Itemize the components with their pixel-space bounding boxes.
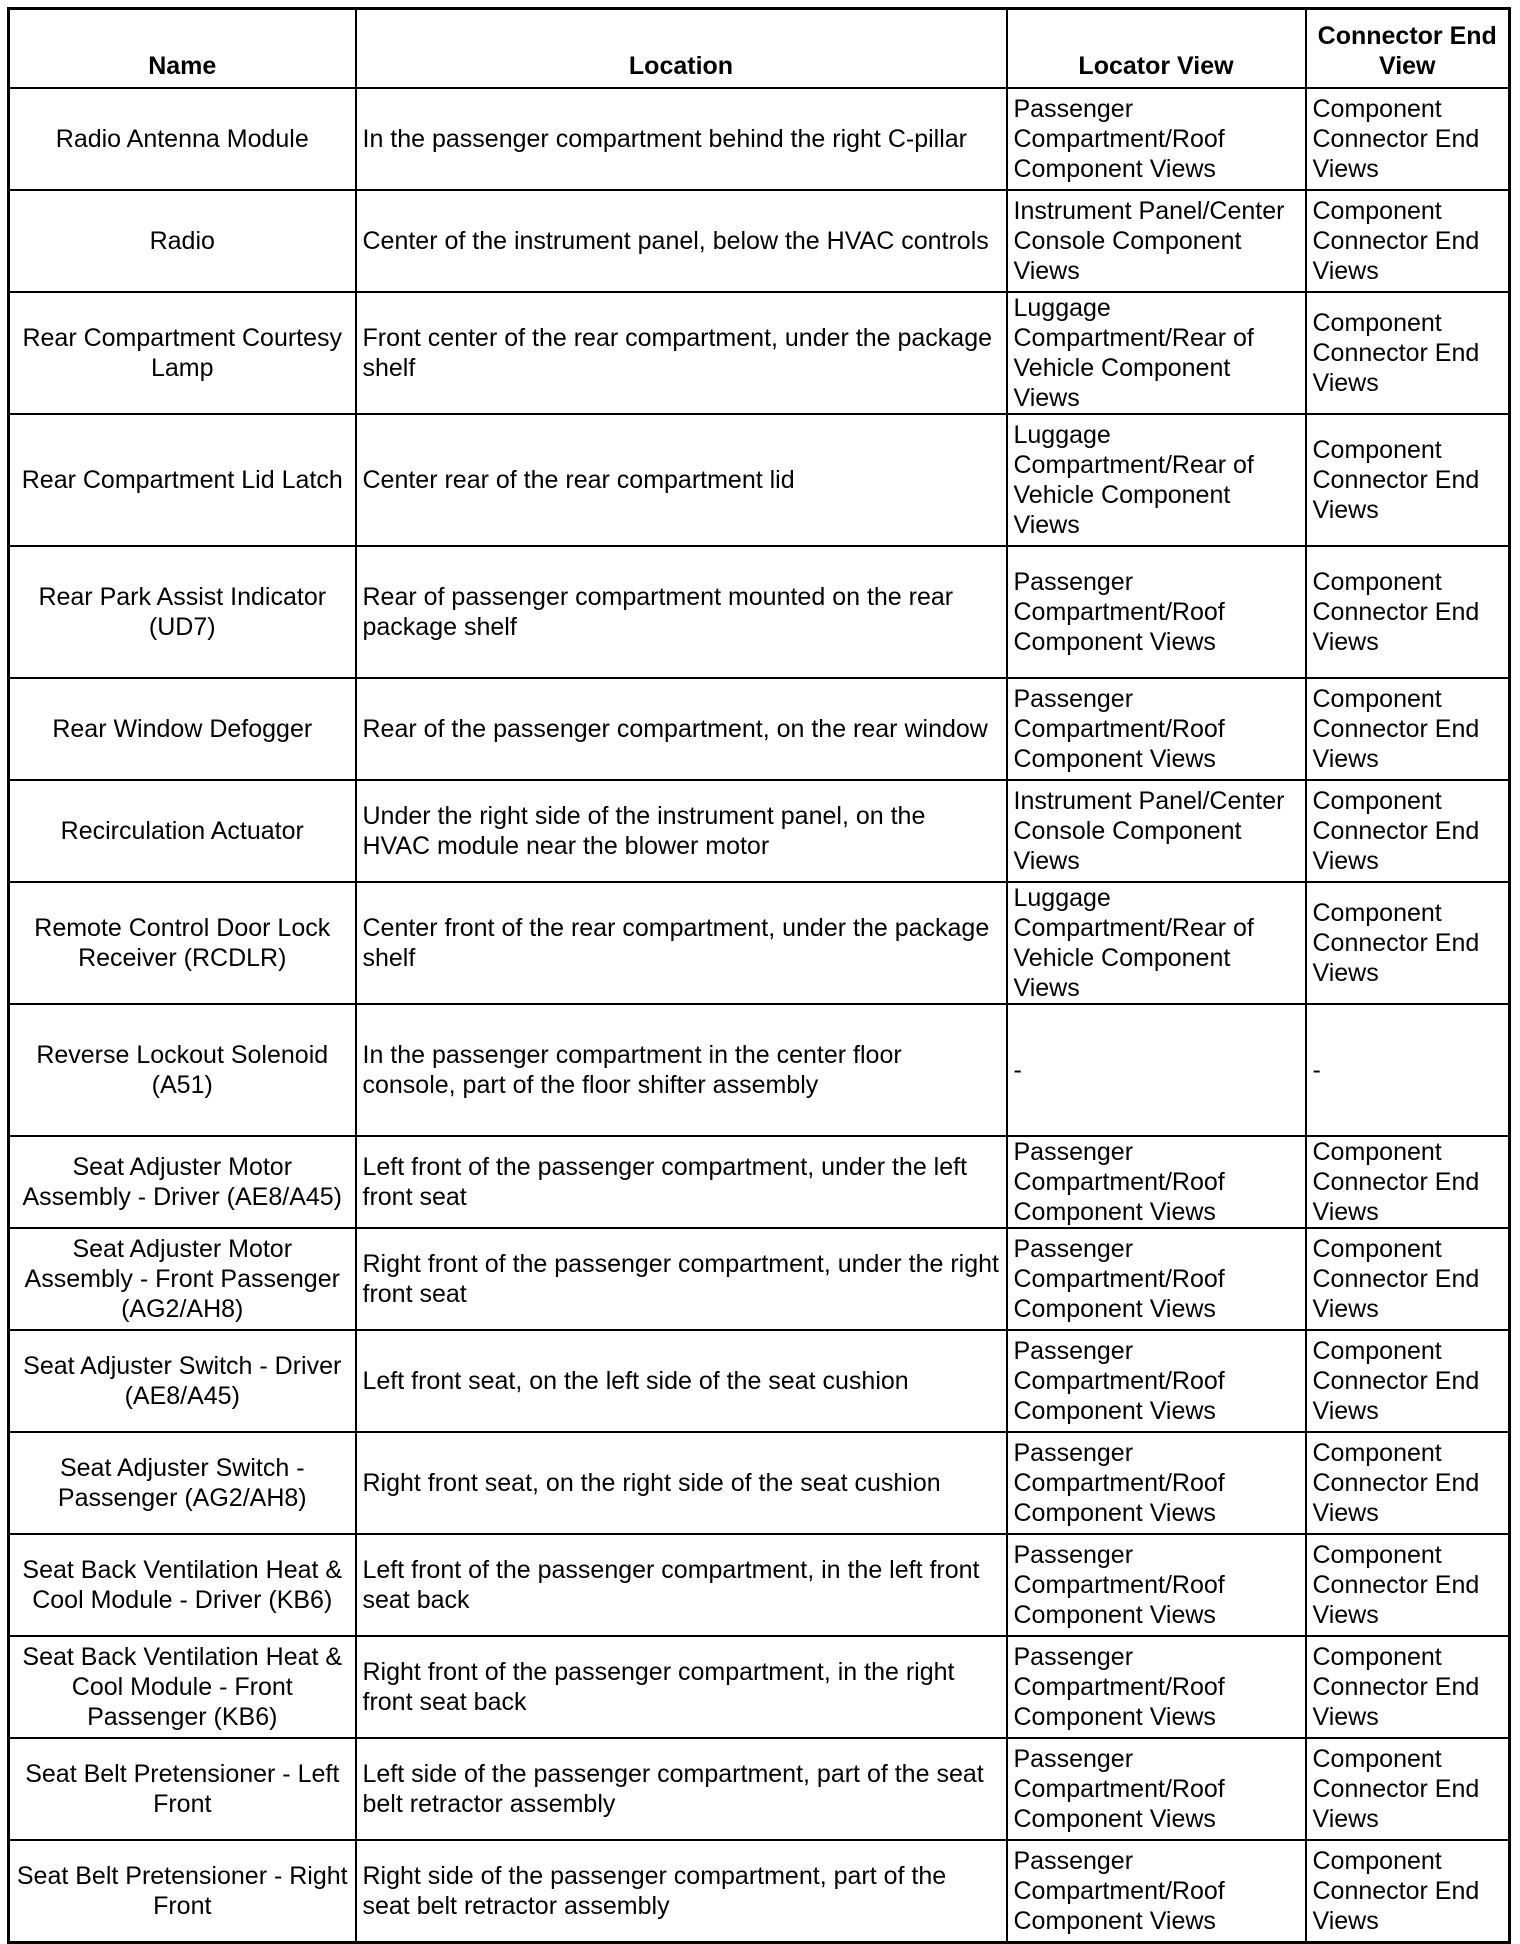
table-row <box>9 1136 1510 1228</box>
cell-location: Left front of the passenger compartment, in the left front seat back <box>356 1534 1007 1636</box>
cell-location: Center of the instrument panel, below the HVAC controls <box>356 190 1007 292</box>
cell-name: Remote Control Door Lock Receiver (RCDLR) <box>9 882 356 1004</box>
cell-locator-view: Passenger Compartment/Roof Component Views <box>1007 88 1306 190</box>
cell-name: Seat Back Ventilation Heat & Cool Module - Driver (KB6) <box>9 1534 356 1636</box>
header-connector-end-view: Connector End View <box>1306 9 1510 89</box>
cell-locator-view: Passenger Compartment/Roof Component Views <box>1007 1330 1306 1432</box>
cell-locator-view: Luggage Compartment/Rear of Vehicle Component Views <box>1007 292 1306 414</box>
cell-locator-view: Passenger Compartment/Roof Component Views <box>1007 1840 1306 1942</box>
cell-location: Left side of the passenger compartment, part of the seat belt retractor assembly <box>356 1738 1007 1840</box>
table-row <box>9 1738 1510 1840</box>
cell-location: Right side of the passenger compartment, part of the seat belt retractor assembly <box>356 1840 1007 1942</box>
component-locator-table <box>7 7 1511 1944</box>
cell-name: Seat Adjuster Switch - Driver (AE8/A45) <box>9 1330 356 1432</box>
cell-connector-end-view: Component Connector End Views <box>1306 546 1510 678</box>
cell-locator-view: Passenger Compartment/Roof Component Views <box>1007 1432 1306 1534</box>
cell-connector-end-view: Component Connector End Views <box>1306 1330 1510 1432</box>
cell-location: Right front of the passenger compartment, in the right front seat back <box>356 1636 1007 1738</box>
cell-locator-view: Passenger Compartment/Roof Component Views <box>1007 1228 1306 1330</box>
cell-connector-end-view: Component Connector End Views <box>1306 1136 1510 1228</box>
cell-connector-end-view: Component Connector End Views <box>1306 780 1510 882</box>
header-locator-view: Locator View <box>1007 9 1306 89</box>
table-row <box>9 1534 1510 1636</box>
cell-location: In the passenger compartment behind the right C-pillar <box>356 88 1007 190</box>
cell-locator-view: Instrument Panel/Center Console Component Views <box>1007 190 1306 292</box>
table-row <box>9 1636 1510 1738</box>
cell-connector-end-view: Component Connector End Views <box>1306 1228 1510 1330</box>
table-row <box>9 1840 1510 1942</box>
cell-connector-end-view: Component Connector End Views <box>1306 414 1510 546</box>
cell-connector-end-view: Component Connector End Views <box>1306 678 1510 780</box>
cell-locator-view: Instrument Panel/Center Console Component Views <box>1007 780 1306 882</box>
table-row <box>9 882 1510 1004</box>
header-location: Location <box>356 9 1007 89</box>
cell-location: Rear of the passenger compartment, on the rear window <box>356 678 1007 780</box>
cell-location: Left front seat, on the left side of the seat cushion <box>356 1330 1007 1432</box>
cell-connector-end-view: Component Connector End Views <box>1306 1840 1510 1942</box>
table-row <box>9 780 1510 882</box>
cell-name: Reverse Lockout Solenoid (A51) <box>9 1004 356 1136</box>
cell-connector-end-view: Component Connector End Views <box>1306 1636 1510 1738</box>
cell-connector-end-view: - <box>1306 1004 1510 1136</box>
cell-name: Recirculation Actuator <box>9 780 356 882</box>
cell-name: Radio Antenna Module <box>9 88 356 190</box>
cell-name: Seat Adjuster Motor Assembly - Driver (AE8/A45) <box>9 1136 356 1228</box>
cell-name: Seat Adjuster Motor Assembly - Front Passenger (AG2/AH8) <box>9 1228 356 1330</box>
cell-location: Right front seat, on the right side of the seat cushion <box>356 1432 1007 1534</box>
table-row <box>9 1228 1510 1330</box>
cell-locator-view: Passenger Compartment/Roof Component Views <box>1007 546 1306 678</box>
cell-location: Center rear of the rear compartment lid <box>356 414 1007 546</box>
cell-location: Right front of the passenger compartment, under the right front seat <box>356 1228 1007 1330</box>
cell-locator-view: Passenger Compartment/Roof Component Views <box>1007 1636 1306 1738</box>
table-row <box>9 1330 1510 1432</box>
table-row <box>9 190 1510 292</box>
cell-name: Seat Adjuster Switch - Passenger (AG2/AH8) <box>9 1432 356 1534</box>
table-row <box>9 1004 1510 1136</box>
table-row <box>9 88 1510 190</box>
cell-connector-end-view: Component Connector End Views <box>1306 88 1510 190</box>
cell-name: Seat Belt Pretensioner - Right Front <box>9 1840 356 1942</box>
cell-locator-view: Passenger Compartment/Roof Component Views <box>1007 1534 1306 1636</box>
header-name: Name <box>9 9 356 89</box>
cell-locator-view: Passenger Compartment/Roof Component Views <box>1007 1738 1306 1840</box>
table-row <box>9 414 1510 546</box>
component-locator-table-container <box>7 7 1508 1944</box>
cell-connector-end-view: Component Connector End Views <box>1306 190 1510 292</box>
cell-location: Front center of the rear compartment, under the package shelf <box>356 292 1007 414</box>
table-row <box>9 292 1510 414</box>
cell-connector-end-view: Component Connector End Views <box>1306 882 1510 1004</box>
cell-locator-view: - <box>1007 1004 1306 1136</box>
cell-name: Seat Belt Pretensioner - Left Front <box>9 1738 356 1840</box>
cell-name: Radio <box>9 190 356 292</box>
cell-locator-view: Luggage Compartment/Rear of Vehicle Component Views <box>1007 882 1306 1004</box>
cell-locator-view: Passenger Compartment/Roof Component Views <box>1007 1136 1306 1228</box>
cell-location: Left front of the passenger compartment, under the left front seat <box>356 1136 1007 1228</box>
table-row <box>9 546 1510 678</box>
table-row <box>9 1432 1510 1534</box>
table-row <box>9 678 1510 780</box>
cell-name: Rear Park Assist Indicator (UD7) <box>9 546 356 678</box>
cell-name: Rear Compartment Lid Latch <box>9 414 356 546</box>
cell-location: Center front of the rear compartment, under the package shelf <box>356 882 1007 1004</box>
cell-name: Seat Back Ventilation Heat & Cool Module - Front Passenger (KB6) <box>9 1636 356 1738</box>
cell-location: Under the right side of the instrument panel, on the HVAC module near the blower motor <box>356 780 1007 882</box>
cell-locator-view: Luggage Compartment/Rear of Vehicle Component Views <box>1007 414 1306 546</box>
cell-connector-end-view: Component Connector End Views <box>1306 1534 1510 1636</box>
cell-connector-end-view: Component Connector End Views <box>1306 292 1510 414</box>
header-row <box>9 9 1510 89</box>
cell-connector-end-view: Component Connector End Views <box>1306 1738 1510 1840</box>
cell-locator-view: Passenger Compartment/Roof Component Views <box>1007 678 1306 780</box>
cell-location: Rear of passenger compartment mounted on the rear package shelf <box>356 546 1007 678</box>
cell-name: Rear Window Defogger <box>9 678 356 780</box>
cell-location: In the passenger compartment in the center floor console, part of the floor shifter assembly <box>356 1004 1007 1136</box>
cell-connector-end-view: Component Connector End Views <box>1306 1432 1510 1534</box>
cell-name: Rear Compartment Courtesy Lamp <box>9 292 356 414</box>
